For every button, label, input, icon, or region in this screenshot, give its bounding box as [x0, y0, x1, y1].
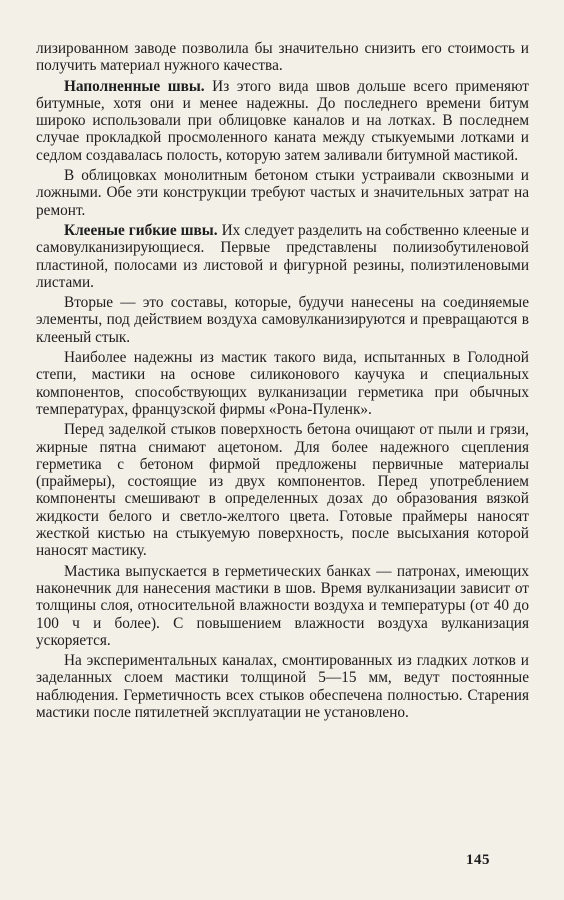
paragraph	[36, 563, 529, 649]
paragraph-text: Их следует разделить на собственно клееные и самовулканизирующиеся. Первые представлены полиизобутиленовой пластиной, полосами из листовой и фигурной резины, полиэтиленовыми листами.	[36, 221, 530, 291]
paragraph	[36, 78, 529, 164]
paragraph-text: Мастика выпускается в герметических банках — патронах, имеющих наконечник для нанесения мастики в шов. Время вулканизации зависит от толщины слоя, относительной влажности воздуха и температуры (от 40 до 100 ч и более). С повышением влажности воздуха вулканизация ускоряется.	[36, 562, 529, 649]
paragraph	[36, 40, 529, 75]
body-text	[36, 40, 529, 721]
section-heading: Клееные гибкие швы.	[64, 221, 218, 239]
paragraph	[36, 222, 529, 291]
paragraph	[36, 421, 529, 559]
paragraph-text: Перед заделкой стыков поверхность бетона очищают от пыли и грязи, жирные пятна снимают ацетоном. Для более надежного сцепления герметика с бетоном фирмой предложены первичные материалы (праймеры), состоящие из двух компонентов. Перед употреблением компоненты смешивают в определенных дозах до образования вязкой жидкости белого и светло-желтого цвета. Готовые праймеры наносят жесткой кистью на стыкуемую поверхность, после высыхания которой наносят мастику.	[36, 421, 529, 560]
paragraph	[36, 167, 529, 219]
paragraph-text: Вторые — это составы, которые, будучи нанесены на соединяемые элементы, под действием воздуха самовулканизируются и превращаются в клееный стык.	[36, 294, 529, 346]
page-number: 145	[466, 852, 490, 868]
paragraph	[36, 349, 529, 418]
paragraph-text: На экспериментальных каналах, смонтированных из гладких лотков и заделанных слоем мастики толщиной 5—15 мм, ведут постоянные наблюдения. Герметичность всех стыков обеспечена полностью. Старения мастики после пятилетней эксплуатации не установлено.	[36, 652, 529, 721]
paragraph	[36, 294, 529, 346]
section-heading: Наполненные швы.	[64, 77, 205, 95]
paragraph	[36, 652, 529, 721]
paragraph-text: лизированном заводе позволила бы значительно снизить его стоимость и получить материал нужного качества.	[36, 40, 529, 75]
paragraph-text: Из этого вида швов дольше всего применяют битумные, хотя они и менее надежны. До последнего времени битум широко использовали при облицовке каналов и на лотках. В последнем случае прокладкой просмоленного каната между стыкуемыми лотками и седлом создавалась полость, которую затем заливали битумной мастикой.	[36, 77, 529, 164]
paragraph-text: Наиболее надежны из мастик такого вида, испытанных в Голодной степи, мастики на основе силиконового каучука и специальных компонентов, способствующих вулканизации герметика при обычных температурах, французской фирмы «Рона-Пуленк».	[36, 349, 529, 418]
paragraph-text: В облицовках монолитным бетоном стыки устраивали сквозными и ложными. Обе эти конструкции требуют частых и значительных затрат на ремонт.	[36, 167, 529, 219]
